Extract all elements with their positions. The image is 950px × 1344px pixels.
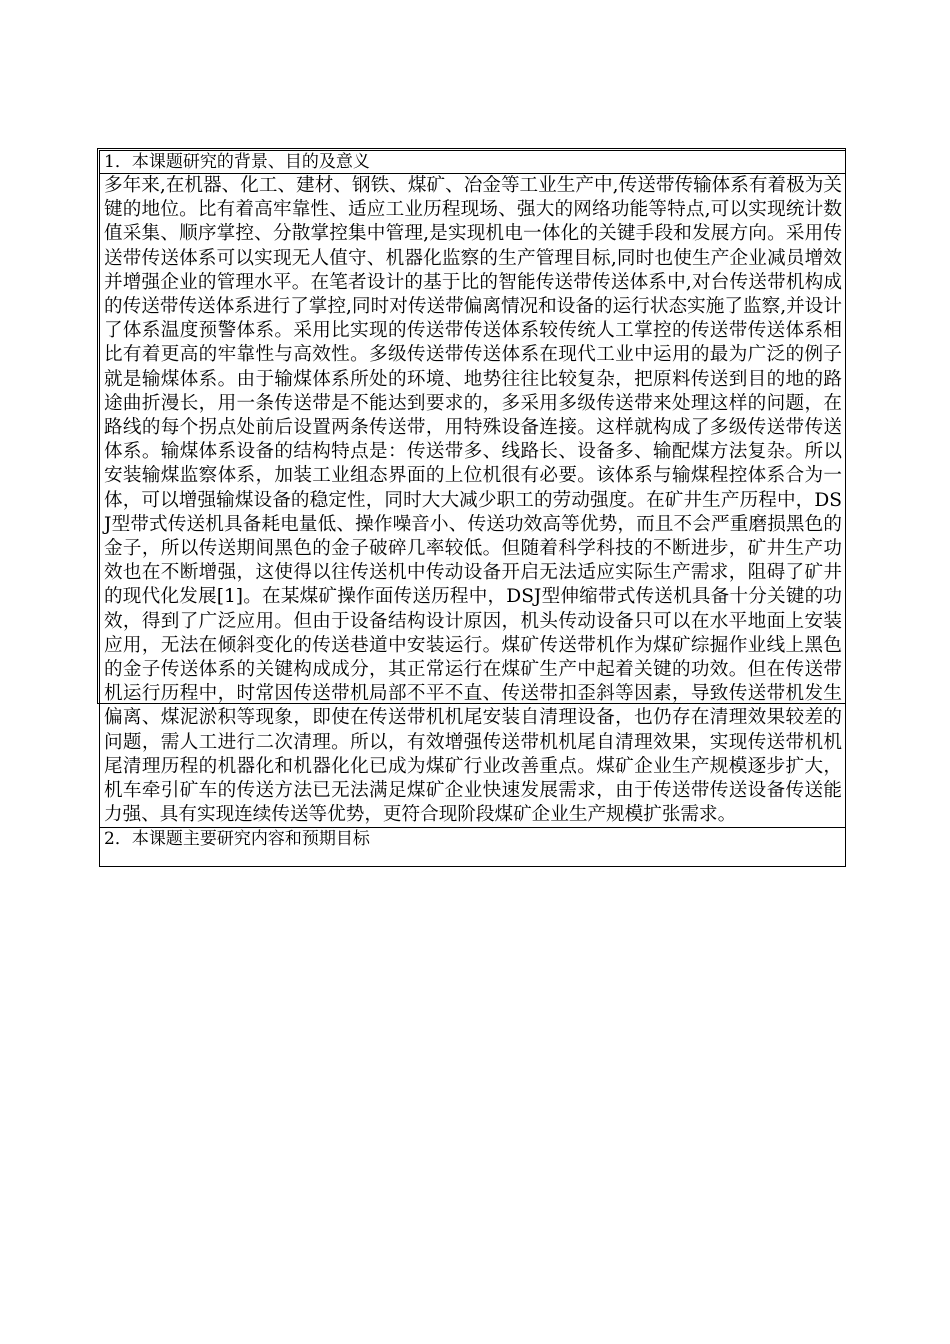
section-2-heading: 2．本课题主要研究内容和预期目标 bbox=[104, 829, 370, 850]
proposal-form-table bbox=[99, 150, 846, 867]
section-2-heading-cell bbox=[100, 828, 846, 867]
table-row bbox=[100, 151, 846, 174]
section-1-heading: 1．本课题研究的背景、目的及意义 bbox=[104, 152, 370, 172]
table-row bbox=[100, 174, 846, 828]
section-1-body-text: 多年来,在机器、化工、建材、钢铁、煤矿、冶金等工业生产中,传送带传输体系有着极为关键的地位。比有着高牢靠性、适应工业历程现场、强大的网络功能等特点,可以实现统计数值采集、顺序掌控、分散掌控集中管理,是实现机电一体化的关键手段和发展方向。采用传送带传送体系可以实现无人值守、机器化监察的生产管理目标,同时也使生产企业减员增效并增强企业的管理水平。在笔者设计的基于比的智能传送带传送体系中,对台传送带机构成的传送带传送体系进行了掌控,同时对传送带偏离情况和设备的运行状态实施了监察,并设计了体系温度预警体系。采用比实现的传送带传送体系较传统人工掌控的传送带传送体系相比有着更高的牢靠性与高效性。多级传送带传送体系在现代工业中运用的最为广泛的例子就是输煤体系。由于输煤体系所处的环境、地势往往比较复杂，把原料传送到目的地的路途曲折漫长，用一条传送带是不能达到要求的，多采用多级传送带来处理这样的问题，在路线的每个拐点处前后设置两条传送带，用特殊设备连接。这样就构成了多级传送带传送体系。输煤体系设备的结构特点是：传送带多、线路长、设备多、输配煤方法复杂。所以安装输煤监察体系，加装工业组态界面的上位机很有必要。该体系与输煤程控体系合为一体，可以增强输煤设备的稳定性，同时大大减少职工的劳动强度。在矿井生产历程中，DSJ型带式传送机具备耗电量低、操作噪音小、传送功效高等优势，而且不会严重磨损黑色的金子，所以传送期间黑色的金子破碎几率较低。但随着科学科技的不断进步，矿井生产功效也在不断增强，这使得以往传送机中传动设备开启无法适应实际生产需求，阻碍了矿井的现代化发展[1]。在某煤矿操作面传送历程中，DSJ型伸缩带式传送机具备十分关键的功效，得到了广泛应用。但由于设备结构设计原因，机头传动设备只可以在水平地面上安装应用，无法在倾斜变化的传送巷道中安装运行。煤矿传送带机作为煤矿综掘作业线上黑色的金子传送体系的关键构成成分，其正常运行在煤矿生产中起着关键的功效。但在传送带机运行历程中，时常因传送带机局部不平不直、传送带扣歪斜等因素，导致传送带机发生偏离、煤泥淤积等现象，即使在传送带机机尾安装自清理设备，也仍存在清理效果较差的问题，需人工进行二次清理。所以，有效增强传送带机机尾自清理效果，实现传送带机机尾清理历程的机器化和机器化化已成为煤矿行业改善重点。煤矿企业生产规模逐步扩大，机车牵引矿车的传送方法已无法满足煤矿企业快速发展需求，由于传送带传送设备传送能力强、具有实现连续传送等优势，更符合现阶段煤矿企业生产规模扩张需求。 bbox=[104, 175, 842, 826]
section-1-heading-cell bbox=[100, 151, 846, 174]
section-1-body-cell bbox=[100, 174, 846, 828]
table-row bbox=[100, 828, 846, 867]
